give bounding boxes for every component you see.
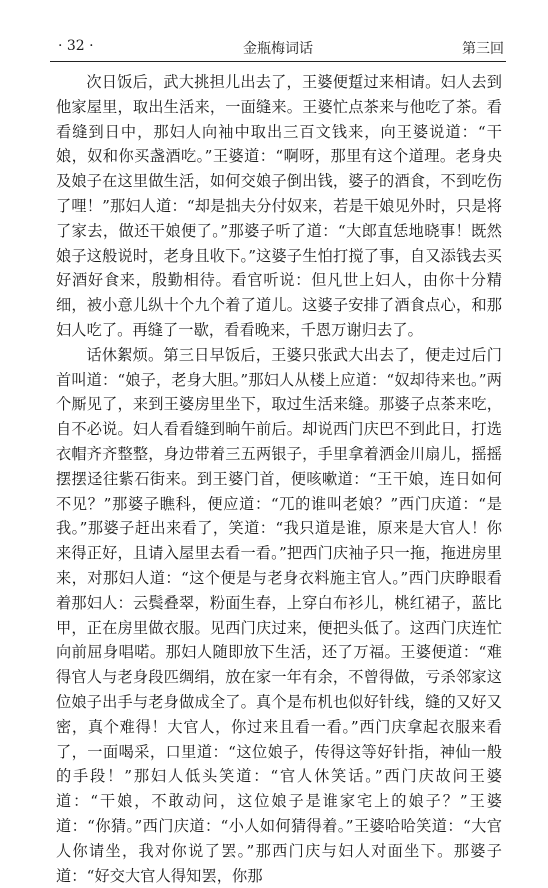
paragraph: 次日饭后，武大挑担儿出去了，王婆便踅过来相请。妇人去到他家屋里，取出生活来，一面缝来。王婆忙点茶来与他吃了茶。看看缝到日中，那妇人向袖中取出三百文钱来，向王婆说道：“干娘，奴和你买盏酒吃。”王婆道：“啊呀，那里有这个道理。老身央及娘子在这里做生活，如何交娘子倒出钱，婆子的酒食，不到吃伤了哩！”那妇人道：“却是拙夫分付奴来，若是干娘见外时，只是将了家去，做还干娘便了。”那婆子听了道：“大郎直恁地晓事！既然娘子这般说时，老身且收下。”这婆子生怕打搅了事，自又添钱去买好酒好食来，殷勤相待。看官听说：但凡世上妇人，由你十分精细，被小意儿纵十个九个着了道儿。这婆子安排了酒食点心，和那妇人吃了。再缝了一歇，看看晚来，千恩万谢归去了。 — [56, 73, 502, 339]
body-text — [56, 70, 502, 888]
book-title: 金瓶梅词话 — [243, 41, 313, 57]
header-rule — [50, 61, 506, 62]
page-number: · 32 · — [58, 38, 94, 54]
running-header — [50, 38, 506, 60]
paragraph: 话休絮烦。第三日早饭后，王婆只张武大出去了，便走过后门首叫道：“娘子，老身大胆。”那妇人从楼上应道：“奴却待来也。”两个厮见了，来到王婆房里坐下，取过生活来缝。那婆子点茶来吃，自不必说。妇人看看缝到晌午前后。却说西门庆巴不到此日，打选衣帽齐齐整整，身边带着三五两银子，手里拿着洒金川扇儿，摇摇摆摆迳往紫石街来。到王婆门首，便咳嗽道：“王干娘，连日如何不见？”那婆子瞧科，便应道：“兀的谁叫老娘？”西门庆道：“是我。”那婆子赶出来看了，笑道：“我只道是谁，原来是大官人！你来得正好，且请入屋里去看一看。”把西门庆袖子只一拖，拖进房里来，对那妇人道：“这个便是与老身衣料施主官人。”西门庆睁眼看着那妇人：云鬓叠翠，粉面生春，上穿白布衫儿，桃红裙子，蓝比甲，正在房里做衣服。见西门庆过来，便把头低了。这西门庆连忙向前屈身唱喏。那妇人随即放下生活，还了万福。王婆便道：“难得官人与老身段匹绸绢，放在家一年有余，不曾得做，亏杀邻家这位娘子出手与老身做成全了。真个是布机也似好针线，缝的又好又密，真个难得！大官人，你过来且看一看。”西门庆拿起衣服来看了，一面喝采，口里道：“这位娘子，传得这等好针指，神仙一般的手段！”那妇人低头笑道：“官人休笑话。”西门庆故问王婆道：“干娘，不敢动问，这位娘子是谁家宅上的娘子？”王婆道：“你猜。”西门庆道：“小人如何猜得着。”王婆哈哈笑道：“大官人你请坐，我对你说了罢。”那西门庆与妇人对面坐下。那婆子道：“好交大官人得知罢，你那 — [56, 345, 502, 885]
chapter-label: 第三回 — [462, 41, 504, 57]
